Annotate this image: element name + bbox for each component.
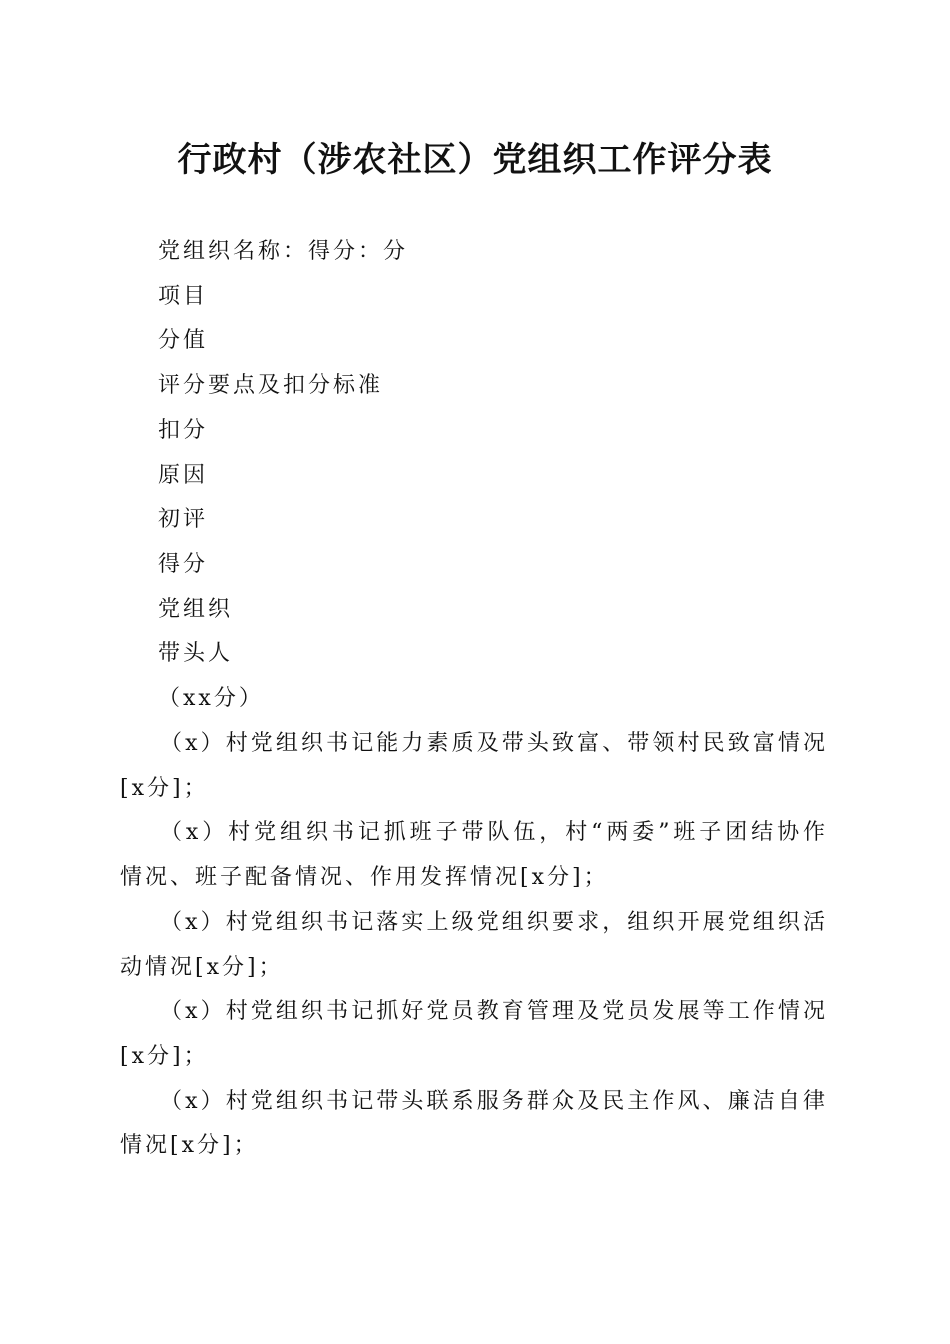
criterion-paragraph: （x）村党组织书记带头联系服务群众及民主作风、廉洁自律情况[x分]； (120, 1088, 828, 1159)
criteria-label: 评分要点及扣分标准 (158, 373, 384, 399)
party-org-label: 党组织 (158, 596, 234, 622)
form-header-lines (158, 230, 408, 722)
criterion-paragraph: （x）村党组织书记能力素质及带头致富、带领村民致富情况[x分]； (120, 731, 828, 801)
criterion-paragraph: （x）村党组织书记落实上级党组织要求，组织开展党组织活动情况[x分]； (120, 909, 828, 980)
org-name-score-line: 党组织名称：得分：分 (158, 239, 409, 264)
initial-review-label: 初评 (158, 507, 209, 533)
criterion-paragraph: （x）村党组织书记抓班子带队伍，村“两委”班子团结协作情况、班子配备情况、作用发挥情况[x分]； (120, 820, 828, 891)
document-title: 行政村（涉农社区）党组织工作评分表 (177, 140, 773, 180)
item-label: 项目 (158, 283, 209, 309)
score-value-label: 分值 (158, 328, 209, 354)
leader-label: 带头人 (158, 641, 234, 667)
reason-label: 原因 (158, 462, 209, 488)
criterion-paragraph: （x）村党组织书记抓好党员教育管理及党员发展等工作情况[x分]； (120, 999, 828, 1069)
score-label: 得分 (158, 551, 209, 577)
criteria-list (120, 722, 828, 1169)
deduction-label: 扣分 (158, 417, 209, 443)
section-points-label: （xx分） (158, 686, 264, 712)
